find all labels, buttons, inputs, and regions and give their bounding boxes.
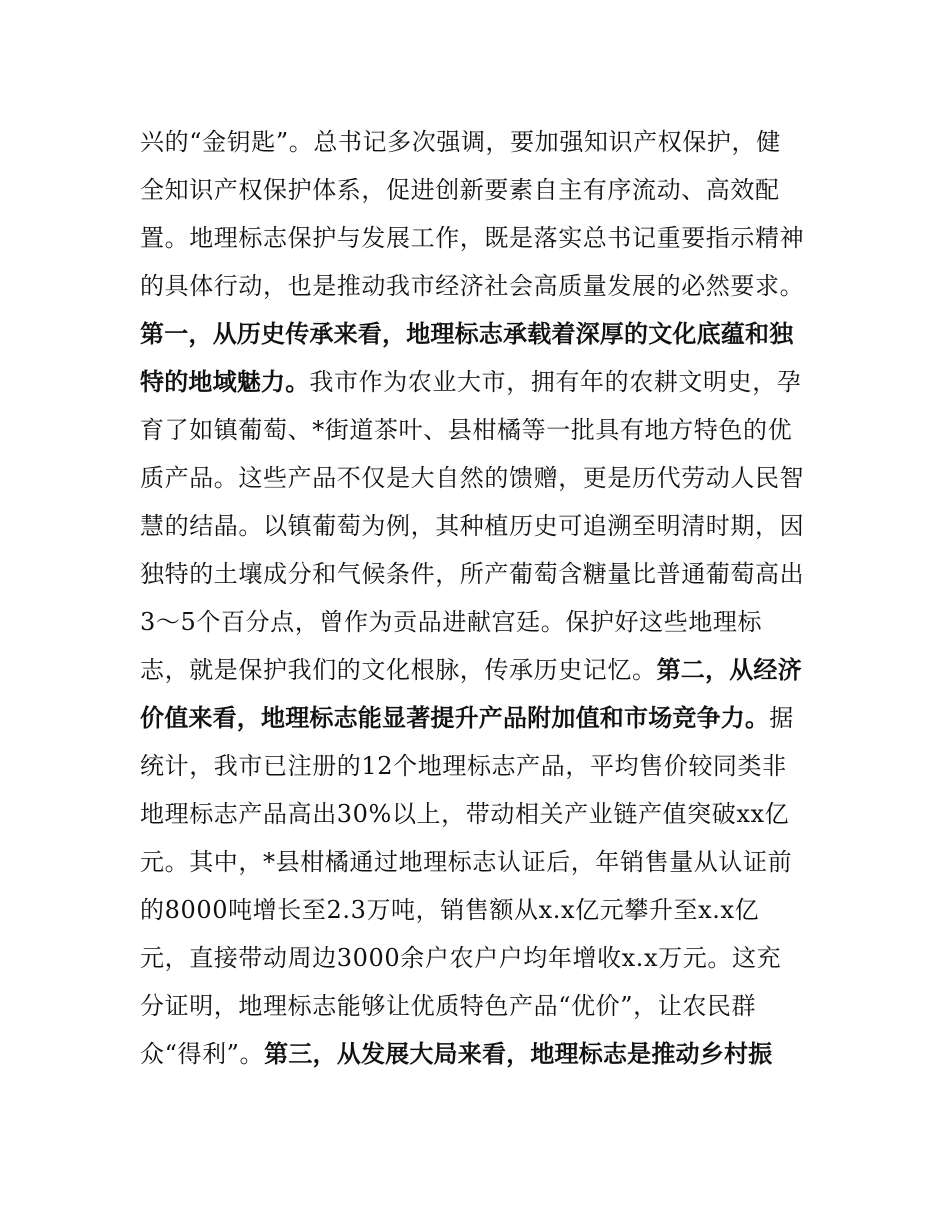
text-line xyxy=(140,742,820,790)
text-line xyxy=(140,406,820,454)
text-segment: 慧的结晶。以镇葡萄为例，其种植历史可追溯至明清时期，因 xyxy=(140,512,805,540)
text-segment: 志，就是保护我们的文化根脉，传承历史记忆。 xyxy=(140,656,657,684)
text-segment: 据 xyxy=(769,704,794,732)
body-text xyxy=(140,118,820,1078)
text-line xyxy=(140,934,820,982)
text-line xyxy=(140,694,820,742)
text-segment: 分证明，地理标志能够让优质特色产品“优价”，让农民群 xyxy=(140,992,757,1020)
text-line xyxy=(140,598,820,646)
text-segment: 元。其中，*县柑橘通过地理标志认证后，年销售量从认证前 xyxy=(140,848,793,876)
bold-text-segment: 价值来看，地理标志能显著提升产品附加值和市场竞争力。 xyxy=(140,704,770,732)
text-segment: 的8000吨增长至2.3万吨，销售额从x.x亿元攀升至x.x亿 xyxy=(140,896,760,924)
text-line xyxy=(140,502,820,550)
text-segment: 地理标志产品高出30%以上，带动相关产业链产值突破xx亿 xyxy=(140,800,790,828)
text-segment: 统计，我市已注册的12个地理标志产品，平均售价较同类非 xyxy=(140,752,787,780)
text-segment: 置。地理标志保护与发展工作，既是落实总书记重要指示精神 xyxy=(140,224,805,252)
text-line xyxy=(140,310,820,358)
text-line xyxy=(140,646,820,694)
bold-text-segment: 特的地域魅力。 xyxy=(140,368,310,396)
text-segment: 3～5个百分点，曾作为贡品进献宫廷。保护好这些地理标 xyxy=(140,608,763,636)
text-line xyxy=(140,550,820,598)
text-line xyxy=(140,982,820,1030)
text-segment: 质产品。这些产品不仅是大自然的馈赠，更是历代劳动人民智 xyxy=(140,464,805,492)
text-line xyxy=(140,454,820,502)
text-line xyxy=(140,262,820,310)
text-line xyxy=(140,1030,820,1078)
text-segment: 兴的“金钥匙”。总书记多次强调，要加强知识产权保护，健 xyxy=(140,128,781,156)
text-segment: 育了如镇葡萄、*街道茶叶、县柑橘等一批具有地方特色的优 xyxy=(140,416,793,444)
text-line xyxy=(140,790,820,838)
bold-text-segment: 第一，从历史传承来看，地理标志承载着深厚的文化底蕴和独 xyxy=(140,320,794,348)
text-segment: 我市作为农业大市，拥有年的农耕文明史，孕 xyxy=(309,368,802,396)
bold-text-segment: 第二，从经济 xyxy=(656,656,802,684)
bold-text-segment: 第三，从发展大局来看，地理标志是推动乡村振 xyxy=(264,1040,773,1068)
text-line xyxy=(140,118,820,166)
text-line xyxy=(140,358,820,406)
text-segment: 全知识产权保护体系，促进创新要素自主有序流动、高效配 xyxy=(140,176,780,204)
text-line xyxy=(140,214,820,262)
text-line xyxy=(140,838,820,886)
text-segment: 的具体行动，也是推动我市经济社会高质量发展的必然要求。 xyxy=(140,272,805,300)
text-segment: 众“得利”。 xyxy=(140,1040,265,1068)
text-segment: 元，直接带动周边3000余户农户户均年增收x.x万元。这充 xyxy=(140,944,782,972)
text-line xyxy=(140,886,820,934)
text-segment: 独特的土壤成分和气候条件，所产葡萄含糖量比普通葡萄高出 xyxy=(140,560,805,588)
text-line xyxy=(140,166,820,214)
